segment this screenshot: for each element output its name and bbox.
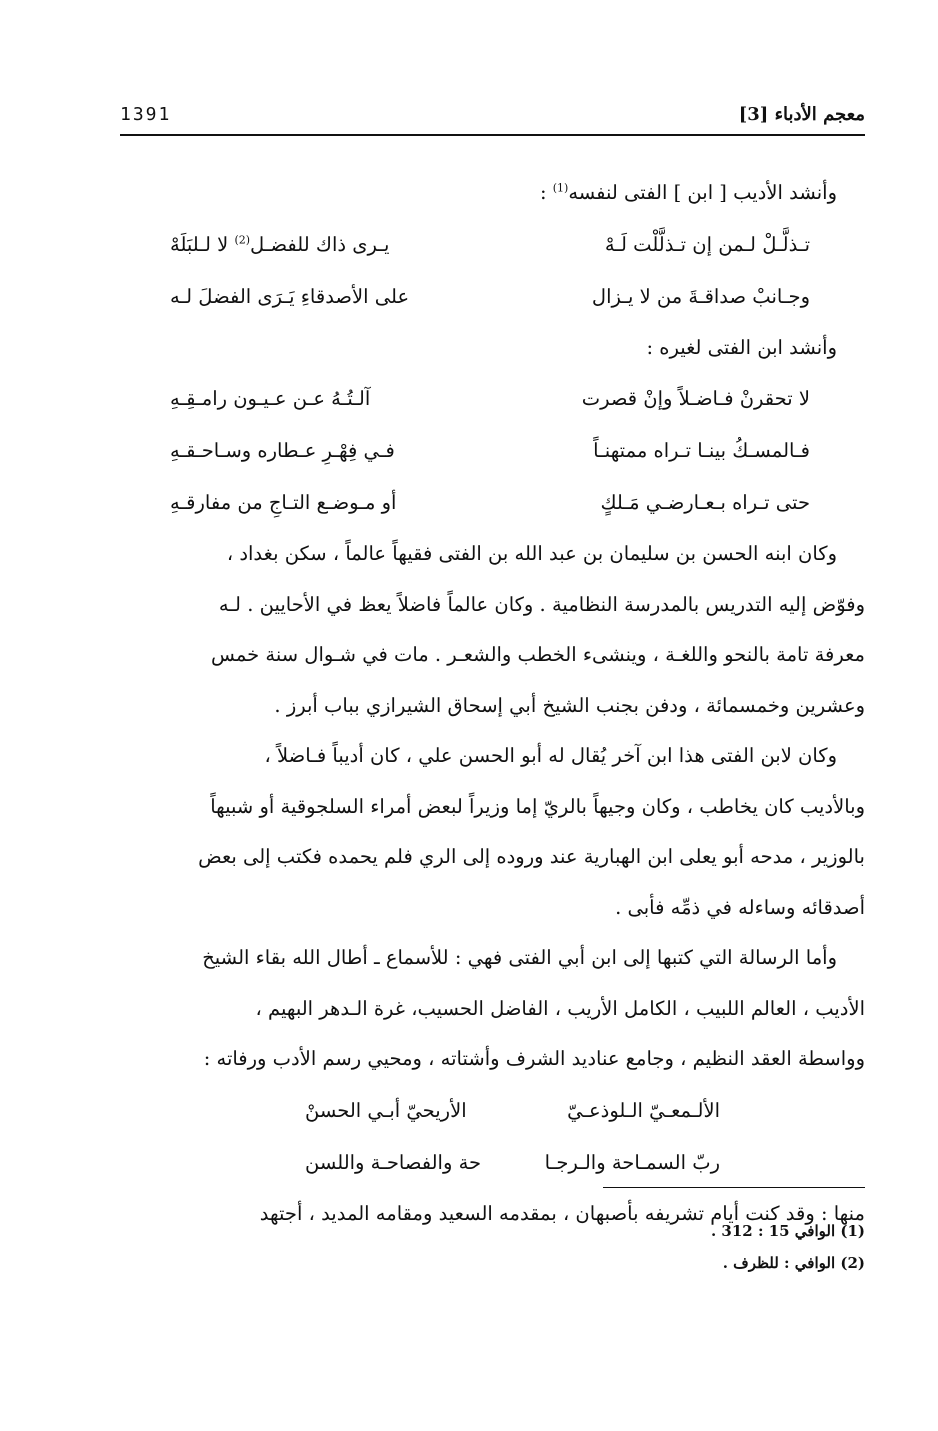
verse-2-second-hemistich: على الأصدقاءِ يَـرَى الفضلَ لـه bbox=[170, 284, 410, 308]
paragraph-2-line-4: أصدقائه وساءله في ذمِّه فأبى . bbox=[615, 895, 865, 919]
book-title: معجم الأدباء [3] bbox=[738, 104, 865, 125]
paragraph-1-line-3: معرفة تامة بالنحو واللغـة ، وينشىء الخطب والشعـر . مات في شـوال سنة خمس bbox=[211, 643, 865, 666]
paragraph-1-line-4: وعشرين وخمسمائة ، ودفن بجنب الشيخ أبي إسحاق الشيرازي بباب أبرز . bbox=[274, 693, 865, 717]
verse-4-second-hemistich: فـي فِهْـرِ عـطاره وسـاحـقـهِ bbox=[170, 439, 395, 462]
verse-2 bbox=[120, 271, 865, 323]
verse-1 bbox=[120, 219, 865, 271]
paragraph-3-line-2: الأديب ، العالم اللبيب ، الكامل الأريب ، الفاضل الحسيب، غرة الـدهر البهيم ، bbox=[255, 996, 865, 1020]
verse-7 bbox=[120, 1137, 865, 1189]
paragraph-4-line-1: منها : وقد كنت أيام تشريفه بأصبهان ، بمقدمه السعيد ومقامه المديد ، أجتهد bbox=[259, 1201, 865, 1225]
verse-1-first-hemistich: تـذلَّـلْ لـمن إن تـذلَّلْت لَـهْ bbox=[604, 232, 810, 256]
verse-2-first-hemistich: وجـانبْ صداقـةَ من لا يـزال bbox=[591, 284, 810, 308]
footnote-ref-2: (2) bbox=[234, 233, 251, 246]
intro-line-1: وأنشد الأديب [ ابن ] الفتى لنفسه$^{(1)}$ : bbox=[539, 181, 837, 204]
paragraph-3-line-3: وواسطة العقد النظيم ، وجامع عناديد الشرف وأشتاته ، ومحيي رسم الأدب ورفاته : bbox=[203, 1047, 865, 1070]
verse-7-first-hemistich: ربّ السمـاحة والـرجـا bbox=[544, 1150, 720, 1174]
footnote-ref-1: (1) bbox=[552, 181, 569, 195]
footnote-divider bbox=[603, 1187, 865, 1188]
page-header bbox=[120, 100, 865, 136]
verse-6 bbox=[120, 1085, 865, 1137]
paragraph-2-line-3: بالوزير ، مدحه أبو يعلى ابن الهبارية عند وروده إلى الري فلم يحمده فكتب إلى بعض bbox=[198, 845, 865, 868]
paragraph-3-line-1: وأما الرسالة التي كتبها إلى ابن أبي الفتى فهي : للأسماع ـ أطال الله بقاء الشيخ bbox=[202, 946, 837, 969]
verse-5 bbox=[120, 477, 865, 529]
verse-5-first-hemistich: حتى تـراه بـعـارضـي مَـلكٍ bbox=[600, 491, 810, 514]
page-body bbox=[120, 168, 865, 1239]
verse-3 bbox=[120, 373, 865, 425]
verse-7-second-hemistich: حة والفصاحـة واللسن bbox=[305, 1150, 482, 1174]
footnote-2: (2) الوافي : للظرف . bbox=[722, 1254, 865, 1272]
verse-6-second-hemistich: الأريحيّ أبـي الحسنْ bbox=[305, 1098, 467, 1122]
footnote-1: (1) الوافي 15 : 312 . bbox=[710, 1222, 865, 1240]
verse-4-first-hemistich: فـالمسـكُ بينـا تـراه ممتهنـاً bbox=[593, 439, 810, 462]
paragraph-2-line-2: وبالأديب كان يخاطب ، وكان وجيهاً بالريّ إما وزيراً لبعض أمراء السلجوقية أو شبيهاً bbox=[210, 794, 865, 818]
page-number: 1391 bbox=[120, 104, 172, 125]
verse-1-second-hemistich: يـرى ذاك للفضـل$^{(2)}$ لا لـلبَلَهْ bbox=[170, 232, 390, 256]
verse-6-first-hemistich: الألـمعـيّ الـلوذعـيّ bbox=[567, 1098, 720, 1122]
intro-line-2: وأنشد ابن الفتى لغيره : bbox=[646, 335, 837, 359]
paragraph-2-line-1: وكان لابن الفتى هذا ابن آخر يُقال له أبو الحسن علي ، كان أديباً فـاضلاً ، bbox=[264, 744, 837, 767]
paragraph-1-line-2: وفوّض إليه التدريس بالمدرسة النظامية . وكان عالماً فاضلاً يعظ في الأحايين . لـه bbox=[218, 592, 865, 616]
verse-5-second-hemistich: أو مـوضـع التـاجِ من مفارقـهِ bbox=[170, 491, 397, 514]
paragraph-1-line-1: وكان ابنه الحسن بن سليمان بن عبد الله بن الفتى فقيهاً عالماً ، سكن بغداد ، bbox=[226, 542, 837, 565]
footnotes bbox=[120, 1215, 865, 1279]
verse-4 bbox=[120, 425, 865, 477]
verse-3-first-hemistich: لا تحقرنْ فـاضـلاً وإنْ قصرت bbox=[581, 387, 810, 410]
verse-3-second-hemistich: آلـتُـهُ عـن عـيـون رامـقِـهِ bbox=[170, 387, 371, 410]
